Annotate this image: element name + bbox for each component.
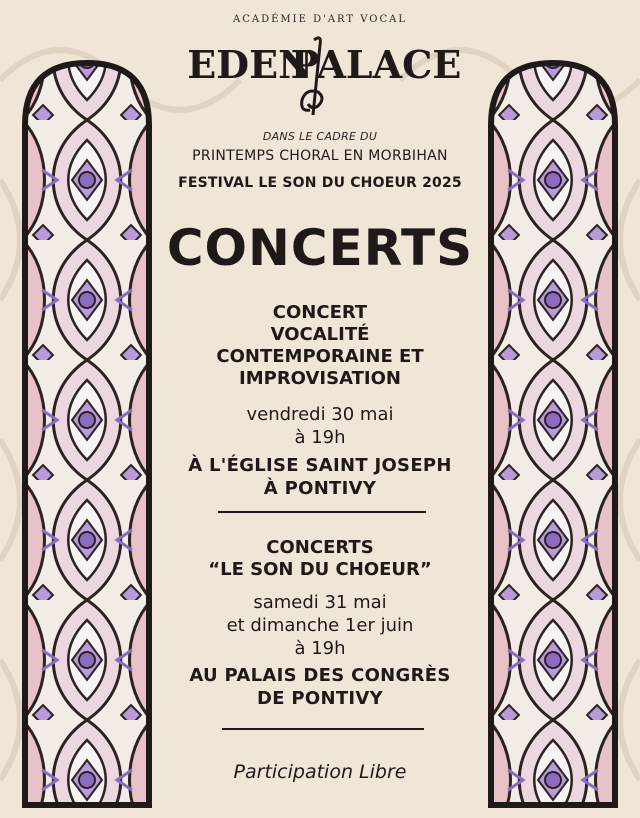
event2-title-line: “LE SON DU CHOEUR” <box>208 559 432 580</box>
festival-line: FESTIVAL LE SON DU CHOEUR 2025 <box>178 175 462 191</box>
event2-place <box>150 664 490 710</box>
divider <box>222 728 424 730</box>
event2-date <box>150 591 490 660</box>
choral-festival-line: PRINTEMPS CHORAL EN MORBIHAN <box>192 148 448 164</box>
page-title: CONCERTS <box>166 219 474 277</box>
event2-date-line: et dimanche 1er juin <box>226 615 414 636</box>
event2-place-line: DE PONTIVY <box>256 688 383 709</box>
event2-title-line: CONCERTS <box>266 537 374 558</box>
event1-title-line: CONTEMPORAINE ET <box>216 346 424 367</box>
event1-title-line: IMPROVISATION <box>239 368 401 389</box>
divider <box>218 511 426 513</box>
event1-date-line: à 19h <box>294 427 346 448</box>
event1-title <box>150 302 490 390</box>
context-line: DANS LE CADRE DU <box>262 130 378 143</box>
participation-note: Participation Libre <box>233 761 407 783</box>
logo-name-right: PALACE <box>290 42 462 87</box>
stained-glass-window-right <box>488 60 618 808</box>
event1-place <box>150 454 490 500</box>
event1-title-line: CONCERT <box>272 302 368 323</box>
event1-date <box>150 403 490 449</box>
poster-content <box>150 0 490 818</box>
event2-date-line: à 19h <box>294 638 346 659</box>
stained-glass-window-left <box>22 60 152 808</box>
event2-place-line: AU PALAIS DES CONGRÈS <box>189 665 451 686</box>
event2-title <box>150 537 490 581</box>
academy-label: ACADÉMIE D'ART VOCAL <box>232 14 408 25</box>
event1-date-line: vendredi 30 mai <box>246 404 394 425</box>
eden-palace-logo <box>150 30 490 120</box>
event1-place-line: À L'ÉGLISE SAINT JOSEPH <box>188 455 452 476</box>
event1-title-line: VOCALITÉ <box>270 324 370 345</box>
logo-name-left: EDEN <box>187 42 313 87</box>
event1-place-line: À PONTIVY <box>263 478 377 499</box>
event2-date-line: samedi 31 mai <box>253 592 387 613</box>
